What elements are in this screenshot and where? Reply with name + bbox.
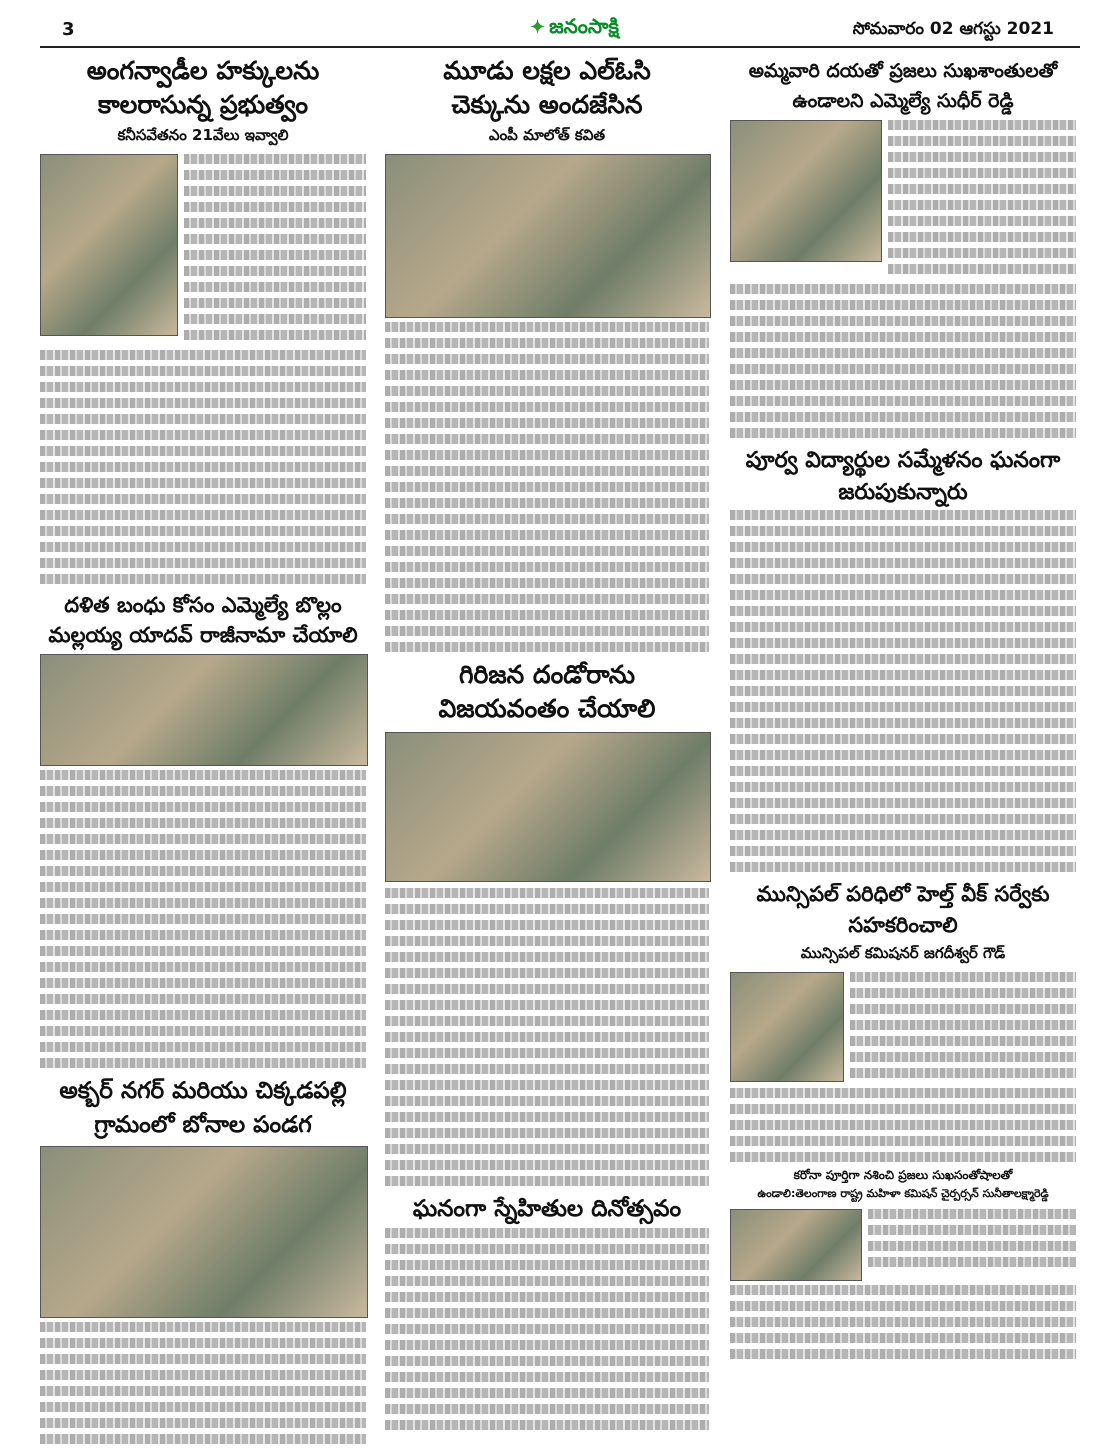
left-column — [40, 54, 366, 1450]
photo-women-commission — [730, 1209, 862, 1281]
headline-dalitha-bandhu: దళిత బంధు కోసం ఎమ్మెల్యే బొల్లం మల్లయ్య యాదవ్ రాజీనామా చేయాలి — [48, 592, 358, 647]
issue-date: సోమవారం 02 ఆగస్టు 2021 — [852, 19, 1054, 39]
photo-congress-leaders — [385, 732, 711, 882]
subhead-women-commission: ఉండాలి:తెలంగాణ రాష్ట్ర మహిళా కమిషన్ చైర్పర్సన్ సునీతాలక్ష్మారెడ్డి — [757, 1187, 1049, 1200]
photo-mla-temple — [730, 120, 882, 262]
subhead-mp-kavitha: ఎంపీ మాలోత్ కవిత — [488, 126, 606, 144]
headline-corona: కరోనా పూర్తిగా నశించి ప్రజలు సుఖసంతోషాలతో — [793, 1168, 1013, 1182]
masthead — [40, 12, 1080, 48]
headline-health-week: మున్సిపల్ పరిధిలో హెల్త్ వీక్ సర్వేకు సహకరించాలి — [756, 881, 1050, 937]
headline-friendship-day: ఘనంగా స్నేహితుల దినోత్సవం — [412, 1195, 682, 1222]
photo-rally — [40, 654, 368, 766]
headline-loc-cheque: మూడు లక్షల ఎల్ఓసి చెక్కును అందజేసిన — [443, 56, 651, 119]
page-number: 3 — [62, 19, 75, 40]
headline-anganwadi: అంగన్వాడీల హక్కులను కాలరాసున్న ప్రభుత్వం — [86, 56, 320, 119]
headline-alumni-meet: పూర్వ విద్యార్థుల సమ్మేళనం ఘనంగా జరుపుకున్నారు — [745, 447, 1061, 505]
photo-anganwadi-meeting — [40, 154, 178, 336]
right-column — [730, 54, 1076, 1365]
photo-commissioner — [730, 972, 844, 1082]
headline-girijana-dandora: గిరిజన దండోరాను విజయవంతం చేయాలి — [438, 660, 656, 723]
subhead-anganwadi: కనీసవేతనం 21వేలు ఇవ్వాలి — [117, 126, 289, 144]
middle-column — [385, 54, 709, 1436]
logo-icon: ✦ — [530, 17, 546, 38]
photo-bonalu-festival — [40, 1146, 368, 1318]
newspaper-logo: ✦ జనంసాక్షి — [530, 14, 619, 38]
subhead-commissioner: మున్సిపల్ కమిషనర్ జగదీశ్వర్ గౌడ్ — [800, 944, 1006, 962]
photo-cheque-handover — [385, 154, 711, 318]
headline-ammavari: అమ్మవారి దయతో ప్రజలు సుఖశాంతులతో ఉండాలని ఎమ్మెల్యే సుధీర్ రెడ్డి — [748, 60, 1058, 112]
headline-bonalu: అక్బర్ నగర్ మరియు చిక్కడపల్లి గ్రామంలో బోనాల పండగ — [59, 1077, 347, 1138]
